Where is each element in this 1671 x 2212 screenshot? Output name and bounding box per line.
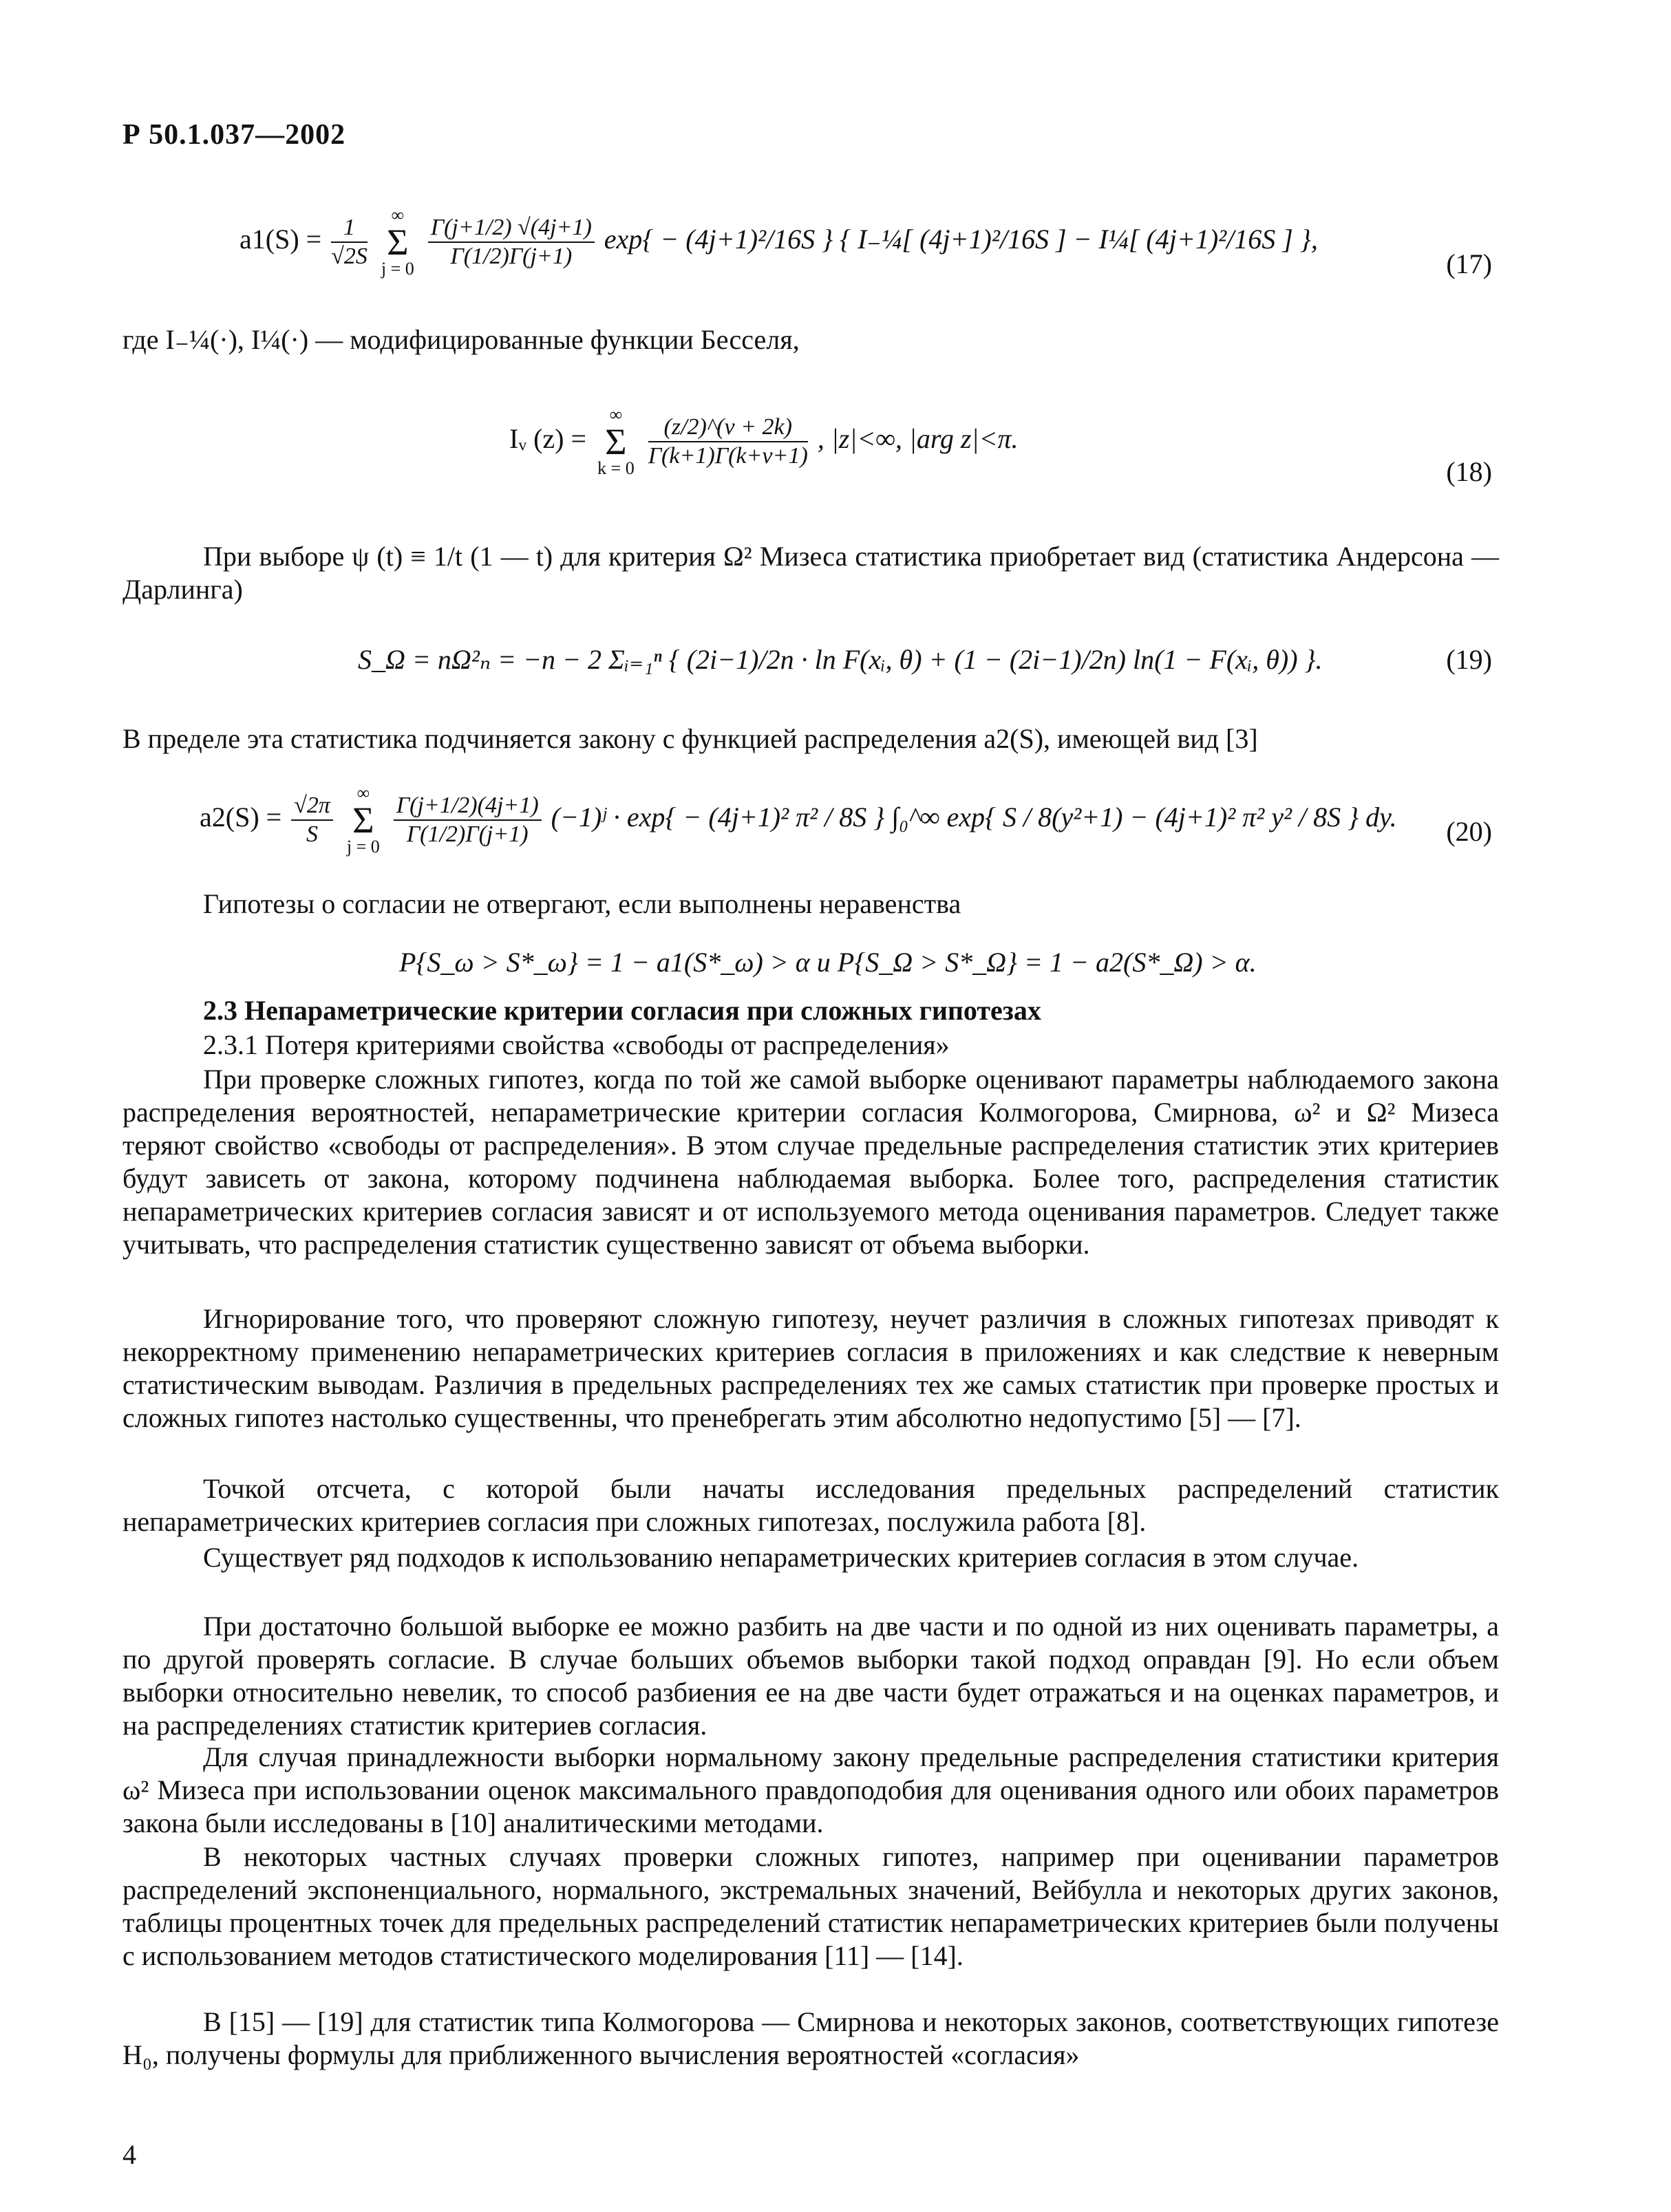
paragraph-psi: При выборе ψ (t) ≡ 1/t (1 — t) для критерия Ω² Мизеса статистика приобретает вид (статистика Андерсона — Дарлинга) (123, 541, 1499, 605)
eq17-body: exp{ − (4j+1)²/16S } { I₋¼[ (4j+1)²/16S ] − I¼[ (4j+1)²/16S ] }, (604, 224, 1318, 255)
page-number: 4 (123, 2139, 136, 2170)
paragraph-1: При проверке сложных гипотез, когда по той же самой выборке оценивают параметры наблюдаемого закона распределения вероятностей, непараметрические критерии согласия Колмогорова, Смирнова, ω² и Ω² Мизеса теряют свойство «свободы от распределения». В этом случае предельные распределения статистик этих критериев будут зависеть от закона, которому подчинена наблюдаемая выборка. Более того, распределения статистик непараметрических критериев согласия зависят и от используемого метода оценивания параметров. Следует также учитывать, что распределения статистик существенно зависят от объема выборки. (123, 1064, 1499, 1260)
bessel-note: где I₋¼(·), I¼(·) — модифицированные функции Бесселя, (123, 324, 800, 355)
paragraph-3: Точкой отсчета, с которой были начаты исследования предельных распределений статистик непараметрических критериев согласия при сложных гипотезах, послужила работа [8]. (123, 1473, 1499, 1537)
eq17-pre-den: √2S (331, 244, 368, 269)
section-title: 2.3 Непараметрические критерии согласия при сложных гипотезах (203, 995, 1041, 1026)
equation-18-number: (18) (1446, 456, 1492, 487)
eq18-lhs: Iᵥ (z) = (509, 423, 587, 455)
eq17-lhs: a1(S) = (240, 224, 322, 255)
document-header: Р 50.1.037—2002 (123, 119, 346, 151)
eq20-body: (−1)ʲ · exp{ − (4j+1)² π² / 8S } ∫₀^∞ exp{ S / 8(y²+1) − (4j+1)² π² y² / 8S } dy. (551, 802, 1397, 833)
eq20-pre-den: S (306, 822, 319, 847)
eq17-frac-num: Γ(j+1/2) √(4j+1) (428, 214, 595, 243)
eq20-pre-num: √2π (291, 792, 333, 821)
eq20-frac-num: Γ(j+1/2)(4j+1) (394, 792, 542, 821)
equation-20 (200, 784, 1397, 856)
eq18-sum: ∞ Σ k = 0 (597, 405, 635, 478)
eq18-tail: , |z|<∞, |arg z|<π. (817, 423, 1019, 455)
paragraph-2: Игнорирование того, что проверяют сложную гипотезу, неучет различия в сложных гипотезах приводят к некорректному применению непараметрических критериев согласия в приложениях и как следствие к неверным статистическим выводам. Различия в предельных распределениях тех же самых статистик при проверке простых и сложных гипотез настолько существенны, что пренебрегать этим абсолютно недопустимо [5] — [7]. (123, 1303, 1499, 1433)
paragraph-hypotheses: Гипотезы о согласии не отвергают, если выполнены неравенства (203, 888, 961, 919)
eq18-frac-num: (z/2)^(ν + 2k) (648, 414, 808, 442)
paragraph-8: В [15] — [19] для статистик типа Колмогорова — Смирнова и некоторых законов, соответствующих гипотезе H₀, получены формулы для приближенного вычисления вероятностей «согласия» (123, 2006, 1499, 2070)
eq20-frac-den: Γ(1/2)Γ(j+1) (406, 822, 529, 847)
inequality-line: P{S_ω > S*_ω} = 1 − a1(S*_ω) > α и P{S_Ω > S*_Ω} = 1 − a2(S*_Ω) > α. (399, 947, 1257, 978)
paragraph-limit: В пределе эта статистика подчиняется закону с функцией распределения a2(S), имеющей вид [3] (123, 723, 1258, 754)
equation-20-number: (20) (1446, 816, 1492, 847)
eq17-frac-den: Γ(1/2)Γ(j+1) (450, 244, 573, 269)
eq20-lhs: a2(S) = (200, 802, 282, 833)
equation-17-number: (17) (1446, 248, 1492, 279)
eq17-sum: ∞ Σ j = 0 (381, 205, 414, 279)
equation-17 (240, 206, 1318, 278)
subsection-title: 2.3.1 Потеря критериями свойства «свободы от распределения» (203, 1029, 950, 1060)
paragraph-5: При достаточно большой выборке ее можно разбить на две части и по одной из них оценивать параметры, а по другой проверять согласие. В случае больших объемов выборки такой подход оправдан [9]. Но если объем выборки относительно невелик, то способ разбиения ее на две части будет отражаться и на оценках параметров, и на распределениях статистик критериев согласия. (123, 1611, 1499, 1741)
equation-19-number: (19) (1446, 644, 1492, 675)
eq18-frac-den: Γ(k+1)Γ(k+ν+1) (648, 443, 808, 469)
paragraph-4: Существует ряд подходов к использованию непараметрических критериев согласия в этом случае. (203, 1542, 1359, 1573)
eq17-pre-num: 1 (331, 214, 368, 243)
equation-19: S_Ω = nΩ²ₙ = −n − 2 Σᵢ₌₁ⁿ { (2i−1)/2n · ln F(xᵢ, θ) + (1 − (2i−1)/2n) ln(1 − F(xᵢ, θ)) }. (358, 644, 1323, 675)
equation-18 (509, 406, 1019, 477)
paragraph-7: В некоторых частных случаях проверки сложных гипотез, например при оценивании параметров распределений экспоненциального, нормального, экстремальных значений, Вейбулла и некоторых других законов, таблицы процентных точек для предельных распределений статистик непараметрических критериев были получены с использованием методов статистического моделирования [11] — [14]. (123, 1841, 1499, 1971)
paragraph-6: Для случая принадлежности выборки нормальному закону предельные распределения статистики критерия ω² Мизеса при использовании оценок максимального правдоподобия для оценивания одного или обоих параметров закона были исследованы в [10] аналитическими методами. (123, 1741, 1499, 1838)
eq20-sum: ∞ Σ j = 0 (346, 783, 380, 857)
